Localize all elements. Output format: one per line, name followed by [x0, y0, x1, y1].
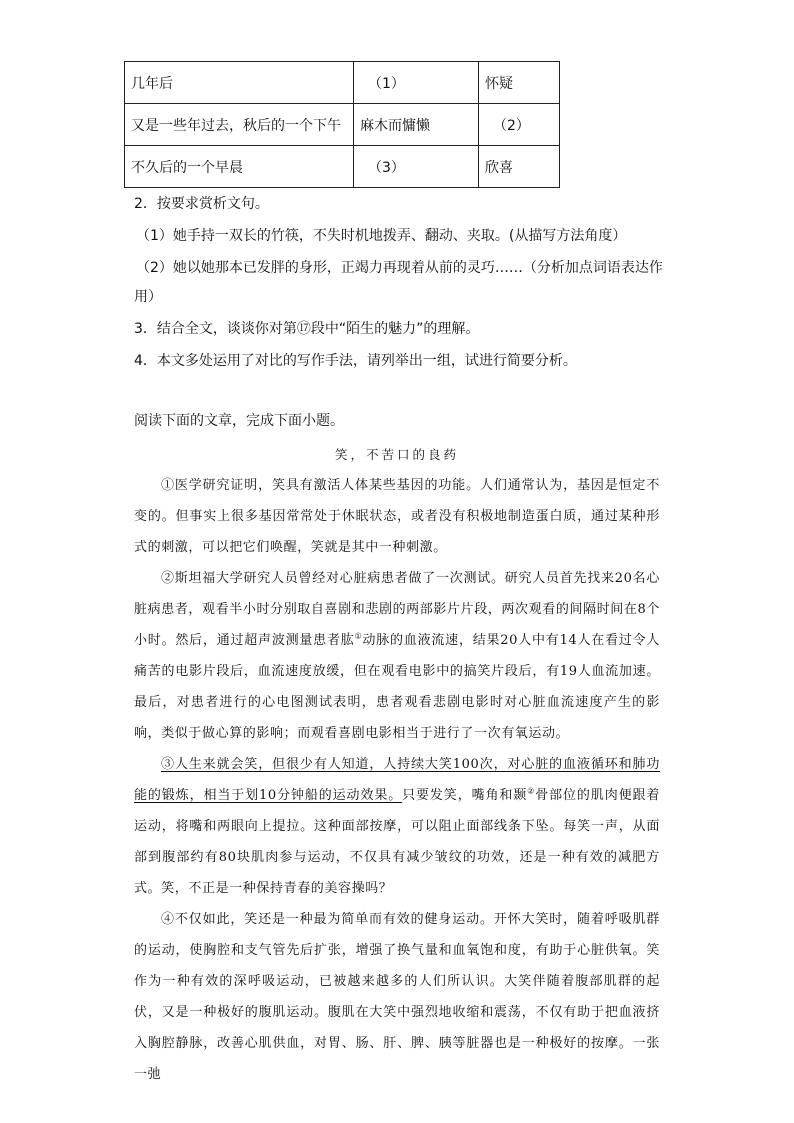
- article-title: 笑，不苦口的良药: [334, 447, 459, 462]
- table-row: [125, 62, 560, 104]
- table-row: [125, 146, 560, 188]
- underlined-sentence: ③人生来就会笑，但很少有人知道，人持续大笑100次，对心脏的血液循环和肺功能的锻炼，相当于划10分钟船的运动效果。: [134, 757, 660, 803]
- table-cell-state: （1）: [354, 62, 479, 104]
- table-row: [125, 104, 560, 146]
- paragraph-text: 动脉的血液流速，结果20人中有14人在看过令人痛苦的电影片段后，血流速度放缓，但在观看电影中的搞笑片段后，有19人血流加速。最后，对患者进行的心电图测试表明，患者观看悲剧电影时对心脏血流速度产生的影响，类似于做心算的影响；而观看喜剧电影相当于进行了一次有氧运动。: [134, 633, 661, 741]
- answer-table: [124, 61, 560, 188]
- article-paragraph: [134, 563, 660, 749]
- table-cell-state: （3）: [354, 146, 479, 188]
- paragraph-text: ②斯坦福大学研究人员曾经对心脏病患者做了一次测试。研究人员首先找来20名心脏病患者，观看半小时分别取自喜剧和悲剧的两部影片片段，两次观看的间隔时间在8个小时。然后，通过超声波测量患者肱: [134, 571, 660, 648]
- table-cell-feeling: （2）: [479, 104, 560, 146]
- footnote-marker: ②: [527, 786, 536, 796]
- table-cell-feeling: 欣喜: [479, 146, 560, 188]
- article-paragraph: ④不仅如此，笑还是一种最为简单而有效的健身运动。开怀大笑时，随着呼吸肌群的运动，使胸腔和支气管先后扩张，增强了换气量和血氧饱和度，有助于心脏供氧。笑作为一种有效的深呼吸运动，已被越来越多的人们所认识。大笑伴随着腹部肌群的起伏，又是一种极好的腹肌运动。腹肌在大笑中强烈地收缩和震荡，不仅有助于把血液挤入胸腔静脉，改善心肌供血，对胃、肠、肝、脾、胰等脏器也是一种极好的按摩。一张一弛: [134, 912, 660, 1082]
- question-2-2-cont: 用）: [134, 289, 162, 305]
- table-cell-time: 又是一些年过去，秋后的一个下午: [125, 104, 354, 146]
- paragraph-text: 只要发笑，嘴角和颞: [402, 788, 528, 803]
- table-cell-feeling: 怀疑: [479, 62, 560, 104]
- footnote-marker: ①: [354, 631, 363, 641]
- article-paragraph: [134, 749, 660, 904]
- question-2-2: （2）她以她那本已发胖的身形，正竭力再现着从前的灵巧……（分析加点词语表达作: [136, 260, 663, 276]
- table-cell-state: 麻木而慵懒: [354, 104, 479, 146]
- paragraph-text: 骨部位的肌肉便跟着运动，将嘴和两眼向上提拉。这种面部按摩，可以阻止面部线条下坠。每笑一声，从面部到腹部约有80块肌肉参与运动，不仅具有减少皱纹的功效，还是一种有效的减肥方式。笑，不正是一种保持青春的美容操吗？: [134, 788, 660, 896]
- question-4: 4．本文多处运用了对比的写作手法，请列举出一组，试进行简要分析。: [134, 353, 577, 369]
- article-paragraph: ①医学研究证明，笑具有激活人体某些基因的功能。人们通常认为，基因是恒定不变的。但事实上很多基因常常处于休眠状态，或者没有积极地制造蛋白质，通过某种形式的刺激，可以把它们唤醒，笑就是其中一种刺激。: [134, 478, 660, 555]
- reading-instruction: 阅读下面的文章，完成下面小题。: [134, 413, 344, 429]
- question-2: 2．按要求赏析文句。: [134, 196, 269, 212]
- table-cell-time: 几年后: [125, 62, 354, 104]
- question-3: 3．结合全文，谈谈你对第⑰段中“陌生的魅力”的理解。: [134, 321, 480, 337]
- article-body: [134, 470, 660, 1090]
- table-cell-time: 不久后的一个早晨: [125, 146, 354, 188]
- question-2-1: （1）她手持一双长的竹筷，不失时机地拨弄、翻动、夹取。(从描写方法角度）: [136, 228, 627, 244]
